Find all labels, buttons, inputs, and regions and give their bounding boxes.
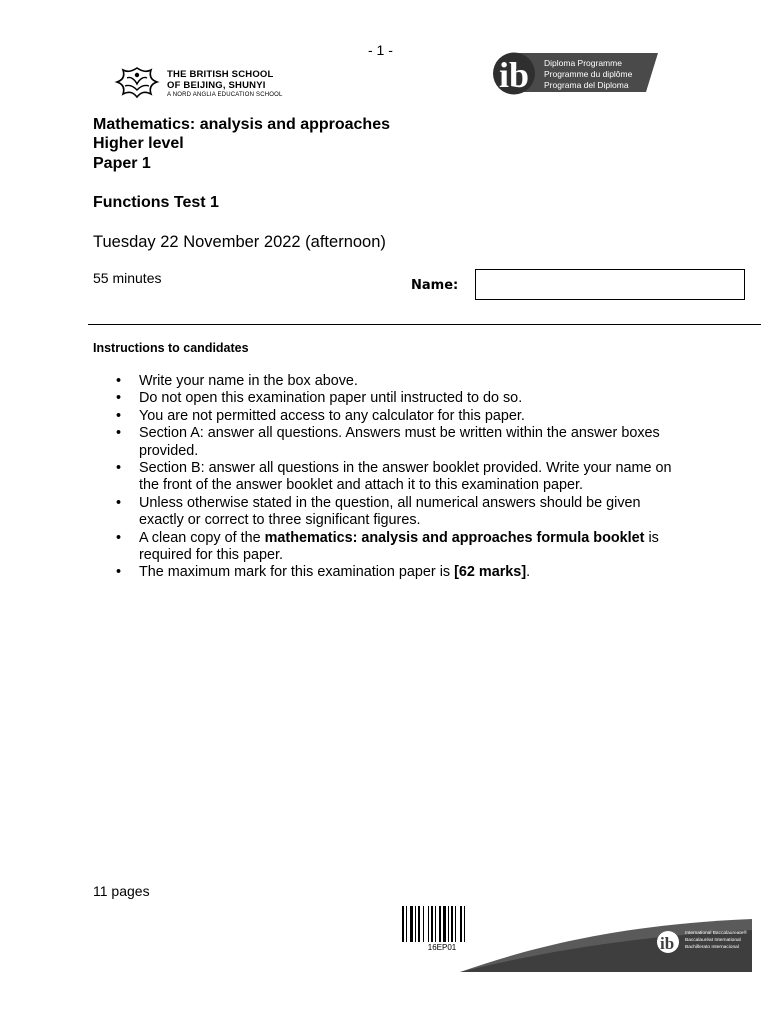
footer-ib-name-en: International Baccalaureate® [685, 931, 747, 936]
footer-ib-name-fr: Baccalauréat International [685, 938, 741, 943]
instruction-text: is required for this paper. [139, 529, 659, 564]
exam-level: Higher level [93, 135, 184, 152]
instruction-item: • Do not open this examination paper until instructed to do so. [116, 390, 676, 407]
exam-date: Tuesday 22 November 2022 (afternoon) [93, 233, 386, 251]
svg-text:ib: ib [660, 934, 675, 953]
school-name-line1: THE BRITISH SCHOOL [167, 69, 274, 80]
school-tagline: A NORD ANGLIA EDUCATION SCHOOL [167, 92, 283, 98]
instructions-list [116, 373, 676, 582]
instruction-item: • Section A: answer all questions. Answers must be written within the answer boxes provided. [116, 425, 676, 460]
exam-duration: 55 minutes [93, 270, 162, 286]
instruction-text: The maximum mark for this examination paper is [139, 564, 455, 581]
instruction-item [116, 564, 676, 581]
max-marks: [62 marks] [454, 564, 527, 581]
page-count: 11 pages [93, 883, 150, 899]
ib-diploma-logo [492, 52, 662, 96]
footer-ib-name-es: Bachillerato Internacional [685, 945, 739, 950]
exam-subject: Mathematics: analysis and approaches [93, 116, 390, 133]
school-crest-icon [113, 66, 161, 100]
instruction-item: • You are not permitted access to any calculator for this paper. [116, 408, 676, 425]
header-divider [88, 324, 761, 325]
school-name-line2: OF BEIJING, SHUNYI [167, 80, 266, 91]
ib-programme-fr: Programme du diplôme [544, 69, 633, 79]
instruction-text: . [526, 564, 531, 581]
barcode-code: 16EP01 [427, 943, 457, 952]
page-number: - 1 - [368, 42, 393, 58]
ib-letters: ib [499, 55, 530, 95]
formula-booklet-name: mathematics: analysis and approaches formula booklet [264, 529, 645, 546]
instruction-item: • Write your name in the box above. [116, 373, 676, 390]
name-input-box[interactable] [475, 269, 745, 300]
instruction-item [116, 530, 676, 565]
instruction-item: • Section B: answer all questions in the answer booklet provided. Write your name on the front of the answer booklet and attach it to this examination paper. [116, 460, 676, 495]
instruction-item: • Unless otherwise stated in the question, all numerical answers should be given exactly or correct to three significant figures. [116, 495, 676, 530]
barcode-icon [402, 906, 482, 942]
ib-programme-en: Diploma Programme [544, 58, 622, 68]
test-name: Functions Test 1 [93, 194, 219, 211]
name-label: Name: [411, 278, 459, 293]
exam-paper: Paper 1 [93, 155, 151, 172]
ib-programme-es: Programa del Diploma [544, 80, 629, 90]
instruction-text: A clean copy of the [139, 529, 265, 546]
school-logo [113, 66, 303, 102]
instructions-heading: Instructions to candidates [93, 341, 249, 355]
